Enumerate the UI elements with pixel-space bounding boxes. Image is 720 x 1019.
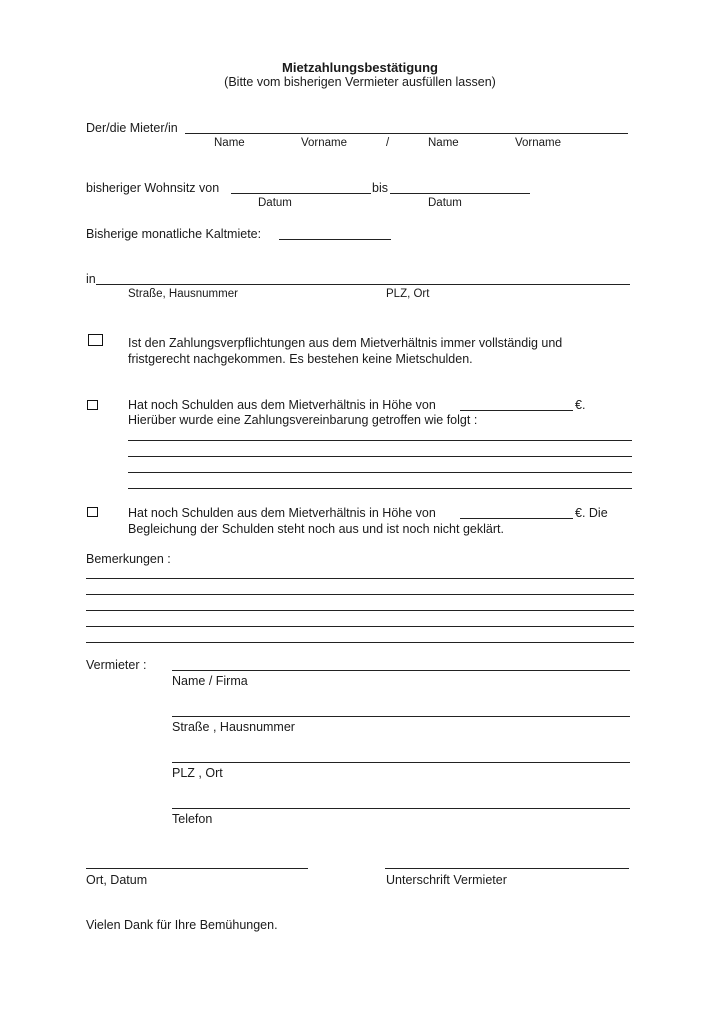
tenant-label: Der/die Mieter/in [86,121,178,135]
residence-from-line[interactable] [231,193,371,194]
place-date-line[interactable] [86,868,308,869]
tenant-sub-name-1: Name [214,137,245,149]
landlord-name-line[interactable] [172,670,630,671]
option-1-text-line-2: fristgerecht nachgekommen. Es bestehen keine Mietschulden. [128,352,473,366]
tenant-input-line[interactable] [185,133,628,134]
place-date-label: Ort, Datum [86,873,148,887]
agreement-line-2[interactable] [128,456,632,457]
signature-line[interactable] [385,868,629,869]
remarks-line-2[interactable] [86,594,634,595]
option-2-text-line-1: Hat noch Schulden aus dem Mietverhältnis in Höhe von [128,398,436,412]
remarks-label: Bemerkungen : [86,552,171,566]
remarks-line-1[interactable] [86,578,634,579]
page-title: Mietzahlungsbestätigung [282,60,438,75]
landlord-street-line[interactable] [172,716,630,717]
option-3-euro: €. Die [575,506,608,520]
remarks-line-5[interactable] [86,642,634,643]
landlord-name-label: Name / Firma [172,674,248,688]
tenant-sub-firstname-1: Vorname [301,137,348,149]
rent-label: Bisherige monatliche Kaltmiete: [86,227,262,241]
remarks-line-3[interactable] [86,610,634,611]
page-subtitle: (Bitte vom bisherigen Vermieter ausfüllen lassen) [224,75,496,89]
landlord-city-label: PLZ , Ort [172,766,223,780]
residence-date-label-2: Datum [428,197,462,209]
rent-input-line[interactable] [279,239,391,240]
landlord-phone-label: Telefon [172,812,213,826]
thanks-text: Vielen Dank für Ihre Bemühungen. [86,918,278,932]
option-2-checkbox[interactable] [87,400,98,410]
address-city-label: PLZ, Ort [386,288,430,300]
option-3-text-line-2: Begleichung der Schulden steht noch aus und ist noch nicht geklärt. [128,522,504,536]
address-street-label: Straße, Hausnummer [128,288,238,300]
tenant-sub-firstname-2: Vorname [515,137,562,149]
agreement-line-3[interactable] [128,472,632,473]
landlord-street-label: Straße , Hausnummer [172,720,295,734]
residence-date-label-1: Datum [258,197,292,209]
address-input-line[interactable] [96,284,630,285]
landlord-city-line[interactable] [172,762,630,763]
option-3-amount-line[interactable] [460,518,573,519]
residence-bis-label: bis [372,181,388,195]
option-3-text-line-1: Hat noch Schulden aus dem Mietverhältnis in Höhe von [128,506,436,520]
agreement-line-1[interactable] [128,440,632,441]
option-1-checkbox[interactable] [88,334,103,346]
tenant-sub-separator: / [386,137,390,149]
landlord-phone-line[interactable] [172,808,630,809]
option-1-text-line-1: Ist den Zahlungsverpflichtungen aus dem Mietverhältnis immer vollständig und [128,336,563,350]
tenant-sub-name-2: Name [428,137,459,149]
landlord-label: Vermieter : [86,658,147,672]
residence-label: bisheriger Wohnsitz von [86,181,220,195]
signature-label: Unterschrift Vermieter [386,873,507,887]
address-label: in [86,272,96,286]
option-3-checkbox[interactable] [87,507,98,517]
option-2-amount-line[interactable] [460,410,573,411]
option-2-text-line-2: Hierüber wurde eine Zahlungsvereinbarung getroffen wie folgt : [128,413,478,427]
agreement-line-4[interactable] [128,488,632,489]
option-2-euro: €. [575,398,586,412]
residence-to-line[interactable] [390,193,530,194]
remarks-line-4[interactable] [86,626,634,627]
